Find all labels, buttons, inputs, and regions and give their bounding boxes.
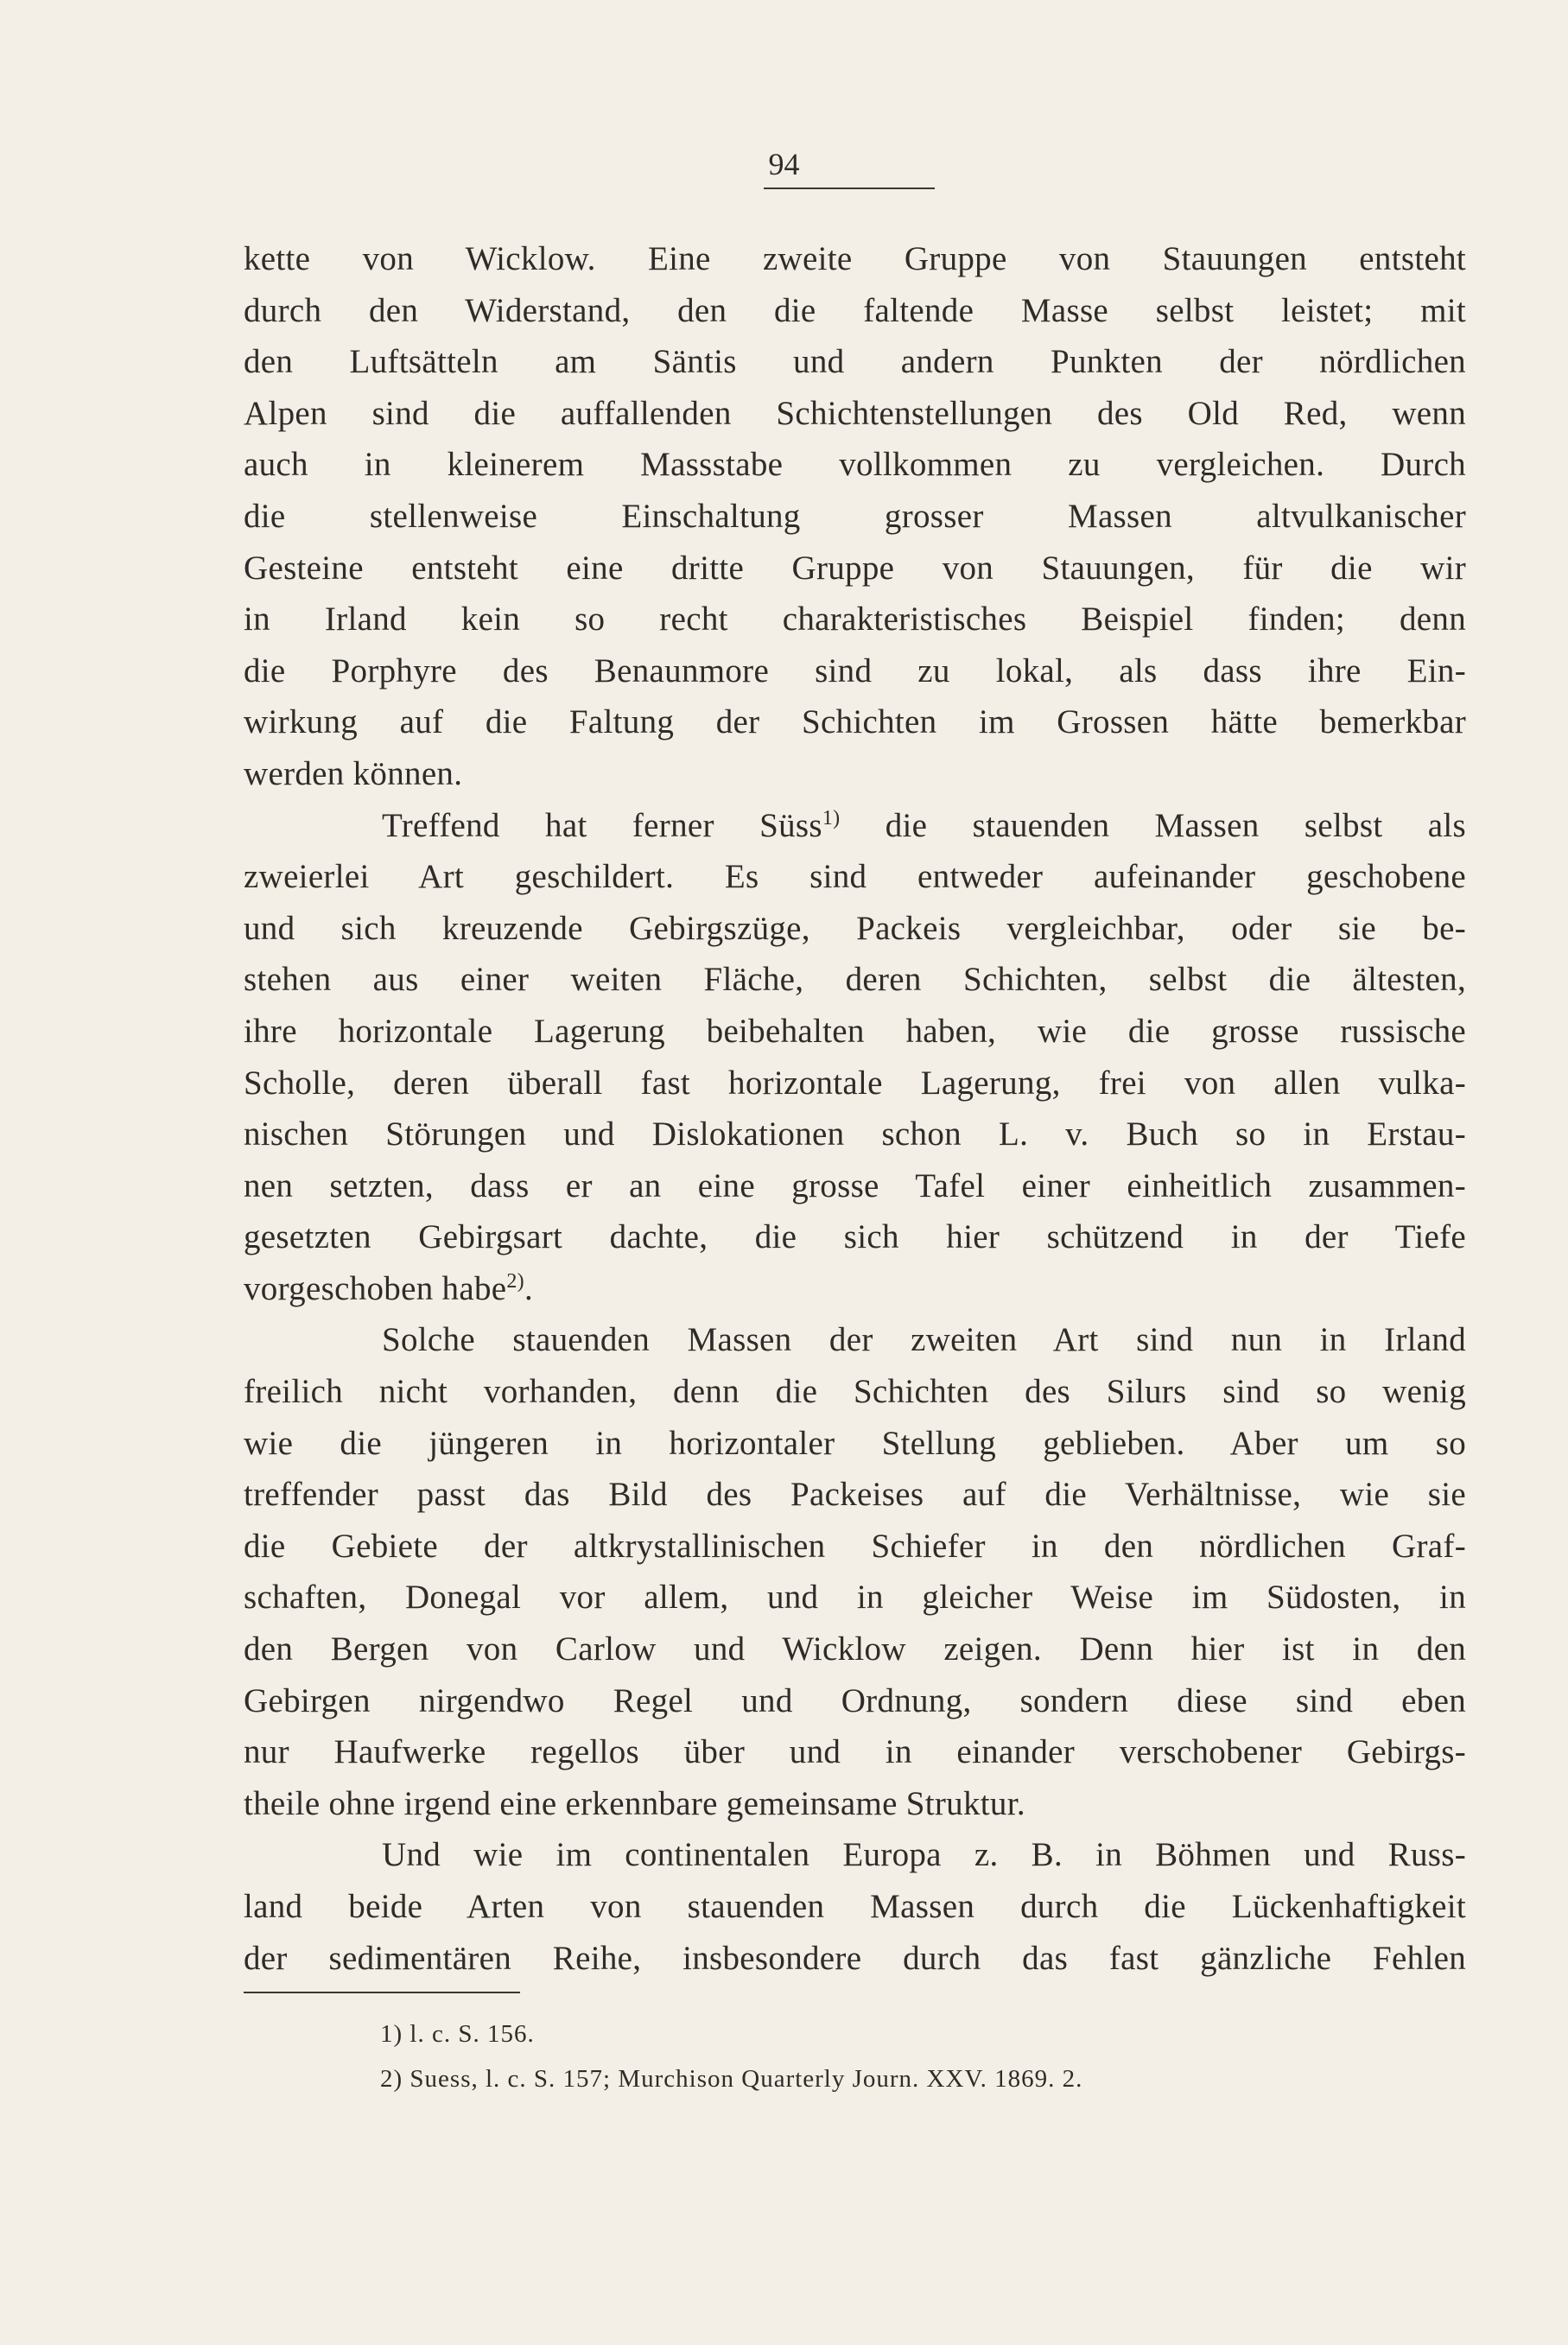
text-line: auch in kleinerem Massstabe vollkommen zu vergleichen. Durch bbox=[244, 446, 1466, 484]
text-line: die Porphyre des Benaunmore sind zu lokal, als dass ihre Ein- bbox=[244, 651, 1466, 690]
text-line: ihre horizontale Lagerung beibehalten haben, wie die grosse russische bbox=[244, 1012, 1466, 1050]
footnote-rule bbox=[244, 1992, 520, 1993]
text-line: treffender passt das Bild des Packeises auf die Verhältnisse, wie sie bbox=[244, 1476, 1466, 1514]
text-line: in Irland kein so recht charakteristisches Beispiel finden; denn bbox=[244, 601, 1466, 639]
text-line: theile ohne irgend eine erkennbare gemeinsame Struktur. bbox=[244, 1784, 1025, 1822]
text-line: land beide Arten von stauenden Massen durch die Lückenhaftigkeit bbox=[244, 1888, 1466, 1925]
text-line: nischen Störungen und Dislokationen schon L. v. Buch so in Erstau- bbox=[244, 1115, 1466, 1153]
text-line: Und wie im continentalen Europa z. B. in Böhmen und Russ- bbox=[382, 1836, 1466, 1874]
text-line: nen setzten, dass er an eine grosse Tafel einer einheitlich zusammen- bbox=[244, 1166, 1466, 1204]
text-line: Gesteine entsteht eine dritte Gruppe von Stauungen, für die wir bbox=[244, 549, 1466, 587]
text-segment: die stauenden Massen selbst als bbox=[840, 806, 1466, 844]
text-line: Gebirgen nirgendwo Regel und Ordnung, sondern diese sind eben bbox=[244, 1681, 1466, 1719]
text-line: gesetzten Gebirgsart dachte, die sich hier schützend in der Tiefe bbox=[244, 1218, 1466, 1256]
text-line: den Bergen von Carlow und Wicklow zeigen. Denn hier ist in den bbox=[244, 1630, 1466, 1668]
text-line: zweierlei Art geschildert. Es sind entweder aufeinander geschobene bbox=[244, 858, 1466, 896]
text-line bbox=[244, 800, 1466, 852]
text-line: freilich nicht vorhanden, denn die Schichten des Silurs sind so wenig bbox=[244, 1373, 1466, 1411]
text-segment: Treffend hat ferner Süss bbox=[382, 806, 822, 844]
text-segment: vorgeschoben habe bbox=[244, 1269, 507, 1307]
text-line: kette von Wicklow. Eine zweite Gruppe von Stauungen entsteht bbox=[244, 240, 1466, 277]
text-segment: . bbox=[524, 1269, 534, 1307]
text-line: die stellenweise Einschaltung grosser Massen altvulkanischer bbox=[244, 497, 1466, 535]
text-line: den Luftsätteln am Säntis und andern Punkten der nördlichen bbox=[244, 343, 1466, 381]
text-line: durch den Widerstand, den die faltende Masse selbst leistet; mit bbox=[244, 291, 1466, 329]
footnote: 2) Suess, l. c. S. 157; Murchison Quarterly Journ. XXV. 1869. 2. bbox=[380, 2065, 1083, 2093]
text-line: Solche stauenden Massen der zweiten Art sind nun in Irland bbox=[382, 1321, 1466, 1359]
text-line: nur Haufwerke regellos über und in einander verschobener Gebirgs- bbox=[244, 1733, 1466, 1771]
text-line: wie die jüngeren in horizontaler Stellung geblieben. Aber um so bbox=[244, 1424, 1466, 1462]
text-line bbox=[244, 1263, 1466, 1315]
text-line: stehen aus einer weiten Fläche, deren Schichten, selbst die ältesten, bbox=[244, 961, 1466, 999]
footnotes bbox=[380, 2011, 1460, 2101]
text-line: schaften, Donegal vor allem, und in gleicher Weise im Südosten, in bbox=[244, 1579, 1466, 1617]
page-number-rule bbox=[764, 187, 935, 189]
footnote-ref: 1) bbox=[822, 806, 841, 829]
text-line: Scholle, deren überall fast horizontale Lagerung, frei von allen vulka- bbox=[244, 1064, 1466, 1102]
page-number: 94 bbox=[768, 147, 800, 181]
footnote: 1) l. c. S. 156. bbox=[380, 2020, 535, 2048]
footnote-ref: 2) bbox=[506, 1269, 524, 1293]
body-text bbox=[244, 233, 1466, 1984]
text-line: Alpen sind die auffallenden Schichtenstellungen des Old Red, wenn bbox=[244, 394, 1466, 432]
text-line: der sedimentären Reihe, insbesondere durch das fast gänzliche Fehlen bbox=[244, 1939, 1466, 1977]
text-line: die Gebiete der altkrystallinischen Schiefer in den nördlichen Graf- bbox=[244, 1527, 1466, 1565]
text-line: wirkung auf die Faltung der Schichten im Grossen hätte bemerkbar bbox=[244, 703, 1466, 741]
text-line: und sich kreuzende Gebirgszüge, Packeis vergleichbar, oder sie be- bbox=[244, 909, 1466, 947]
text-line: werden können. bbox=[244, 754, 463, 792]
